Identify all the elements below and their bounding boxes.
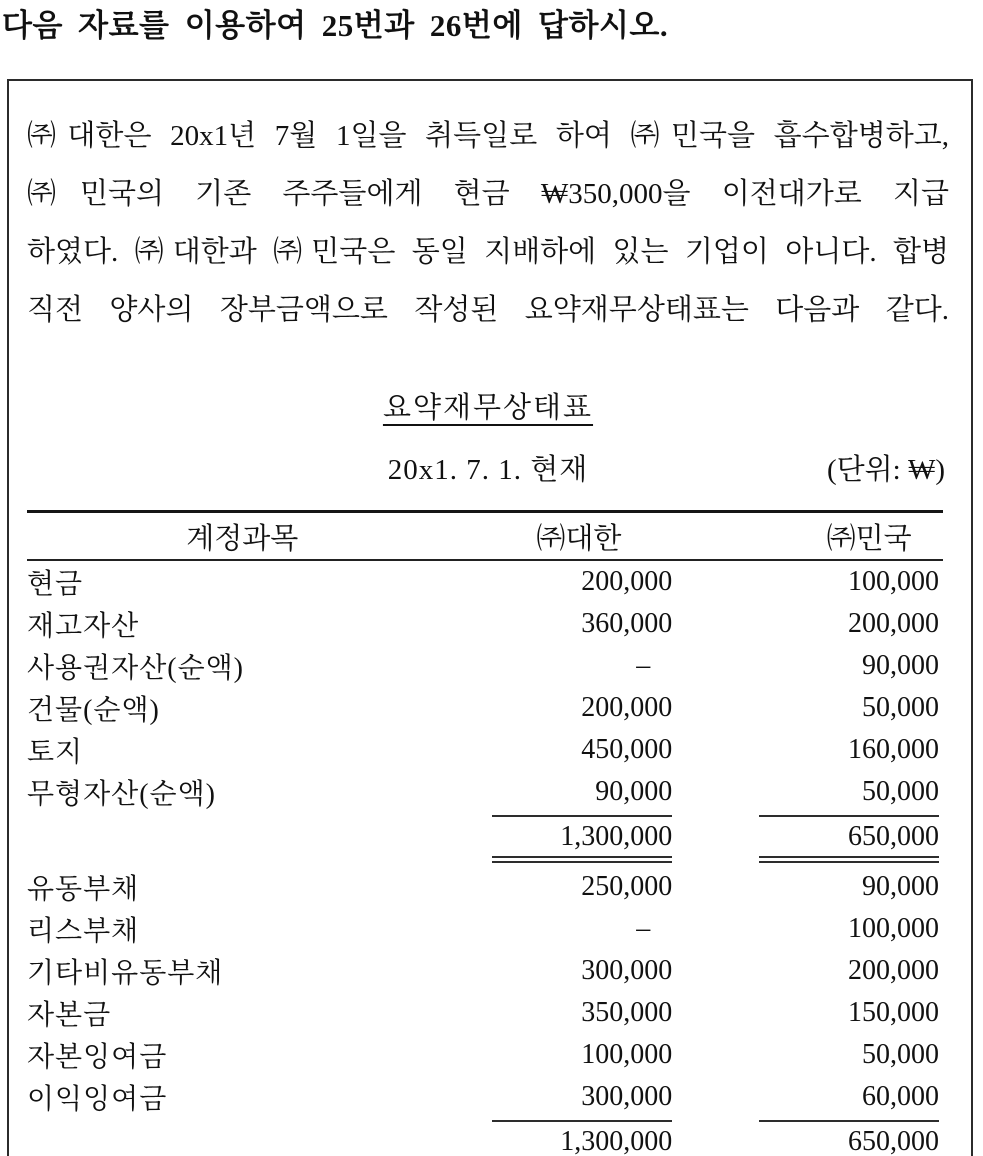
minguk-value-cell [700, 1034, 943, 1076]
table-body [27, 560, 943, 1156]
table-row-total [27, 1118, 943, 1156]
col-header-daehan: ㈜대한 [458, 512, 701, 561]
cell-value: 160,000 [848, 734, 939, 765]
minguk-value-cell [700, 950, 943, 992]
cell-value: 60,000 [862, 1081, 939, 1112]
minguk-value-cell [700, 992, 943, 1034]
cell-value: 250,000 [581, 871, 673, 902]
cell-value: 350,000 [581, 997, 673, 1028]
table-row [27, 992, 943, 1034]
daehan-value-cell [458, 813, 701, 866]
balance-sheet-table [27, 510, 943, 1156]
minguk-value-cell [700, 866, 943, 908]
account-cell: 토지 [27, 737, 84, 768]
minguk-value-cell [700, 560, 943, 603]
cell-value: 200,000 [581, 566, 673, 597]
cell-value: 100,000 [848, 913, 939, 944]
minguk-value-cell [700, 908, 943, 950]
paragraph-line: 직전 양사의 장부금액으로 작성된 요약재무상태표는 다음과 같다. [27, 294, 949, 326]
paragraph-line: ㈜대한은 20x1년 7월 1일을 취득일로 하여 ㈜민국을 흡수합병하고, [27, 120, 949, 152]
daehan-value-cell [458, 603, 701, 645]
paragraph-line: 하였다. ㈜대한과 ㈜민국은 동일 지배하에 있는 기업이 아니다. 합병 [27, 236, 949, 268]
account-cell: 건물(순액) [27, 695, 160, 726]
account-cell: 자본잉여금 [27, 1042, 168, 1073]
table-header [27, 512, 943, 561]
cell-value: 90,000 [862, 871, 939, 902]
table-row [27, 1034, 943, 1076]
table-row [27, 1076, 943, 1118]
daehan-value-cell [458, 1118, 701, 1156]
problem-box [7, 79, 973, 1156]
cell-value: 200,000 [581, 692, 673, 723]
cell-value: 100,000 [848, 566, 939, 597]
col-header-minguk: ㈜민국 [700, 512, 943, 561]
cell-value: 360,000 [581, 608, 673, 639]
daehan-value-cell [458, 1076, 701, 1118]
account-cell: 현금 [27, 569, 84, 600]
cell-value: – [636, 650, 651, 681]
statement-title: 요약재무상태표 [382, 392, 594, 424]
cell-value: 650,000 [759, 815, 939, 863]
problem-paragraph [27, 107, 949, 339]
cell-value: 450,000 [581, 734, 673, 765]
account-cell: 기타비유동부채 [27, 958, 224, 989]
table-row [27, 729, 943, 771]
account-cell: 재고자산 [27, 611, 140, 642]
account-cell: 유동부채 [27, 874, 140, 905]
table-row [27, 908, 943, 950]
cell-value: 50,000 [862, 692, 939, 723]
table-row [27, 645, 943, 687]
account-cell: 리스부채 [27, 916, 140, 947]
account-cell: 사용권자산(순액) [27, 653, 244, 684]
daehan-value-cell [458, 1034, 701, 1076]
minguk-value-cell [700, 687, 943, 729]
minguk-value-cell [700, 813, 943, 866]
cell-value: 90,000 [595, 776, 673, 807]
daehan-value-cell [458, 950, 701, 992]
cell-value: 50,000 [862, 776, 939, 807]
cell-value: 300,000 [581, 1081, 673, 1112]
daehan-value-cell [458, 908, 701, 950]
table-row [27, 560, 943, 603]
account-cell: 이익잉여금 [27, 1084, 168, 1115]
page [0, 6, 983, 1156]
daehan-value-cell [458, 560, 701, 603]
minguk-value-cell [700, 729, 943, 771]
minguk-value-cell [700, 603, 943, 645]
account-cell: 자본금 [27, 1000, 112, 1031]
paragraph-line: ㈜민국의 기존 주주들에게 현금 ₩350,000을 이전대가로 지급 [27, 178, 949, 210]
table-row-total [27, 813, 943, 866]
minguk-value-cell [700, 645, 943, 687]
table-row [27, 687, 943, 729]
instruction-heading: 다음 자료를 이용하여 25번과 26번에 답하시오. [2, 8, 669, 43]
account-cell [27, 1118, 458, 1156]
cell-value: 650,000 [759, 1120, 939, 1156]
cell-value: 200,000 [848, 955, 939, 986]
col-header-account: 계정과목 [27, 512, 458, 561]
account-cell: 무형자산(순액) [27, 779, 216, 810]
table-row [27, 771, 943, 813]
cell-value: 1,300,000 [492, 815, 672, 863]
cell-value: 1,300,000 [492, 1120, 672, 1156]
cell-value: 200,000 [848, 608, 939, 639]
table-row [27, 866, 943, 908]
cell-value: 50,000 [862, 1039, 939, 1070]
statement-title-row [27, 385, 949, 426]
table-header-row [27, 512, 943, 561]
statement-date-row [27, 452, 949, 488]
cell-value: – [636, 913, 651, 944]
cell-value: 100,000 [581, 1039, 673, 1070]
statement-date: 20x1. 7. 1. 현재 [387, 454, 589, 486]
table-row [27, 950, 943, 992]
minguk-value-cell [700, 771, 943, 813]
cell-value: 300,000 [581, 955, 673, 986]
unit-label: (단위: ₩) [826, 454, 945, 486]
daehan-value-cell [458, 687, 701, 729]
daehan-value-cell [458, 645, 701, 687]
minguk-value-cell [700, 1118, 943, 1156]
minguk-value-cell [700, 1076, 943, 1118]
daehan-value-cell [458, 866, 701, 908]
daehan-value-cell [458, 992, 701, 1034]
daehan-value-cell [458, 729, 701, 771]
cell-value: 90,000 [862, 650, 939, 681]
account-cell [27, 813, 458, 866]
daehan-value-cell [458, 771, 701, 813]
cell-value: 150,000 [848, 997, 939, 1028]
table-row [27, 603, 943, 645]
